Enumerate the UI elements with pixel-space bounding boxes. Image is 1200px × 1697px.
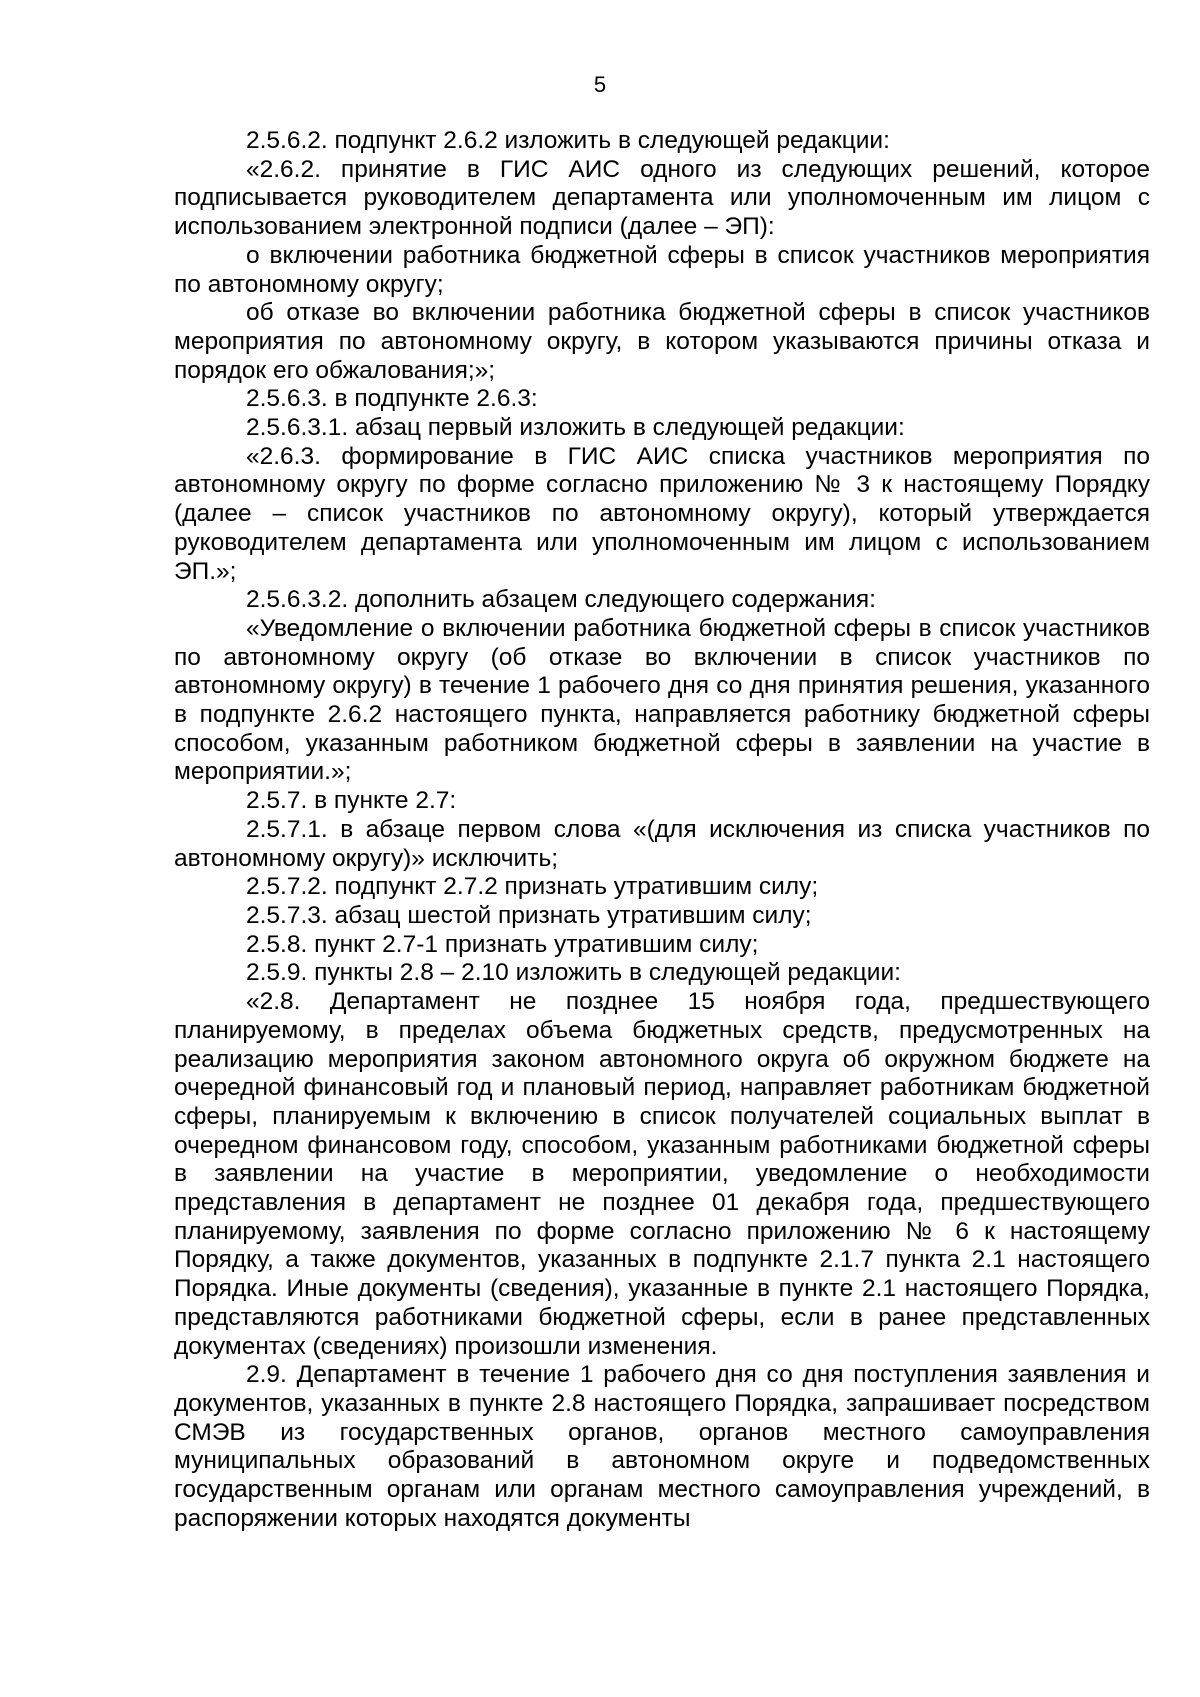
paragraph: 2.5.7.3. абзац шестой признать утратившим силу; [246, 901, 812, 929]
page-number: 5 [593, 72, 607, 97]
paragraph: 2.5.6.3. в подпункте 2.6.3: [246, 385, 538, 413]
paragraph: 2.5.6.2. подпункт 2.6.2 изложить в следующей редакции: [246, 127, 890, 154]
paragraph: об отказе во включении работника бюджетной сферы в список участников мероприятия по автономному округу, в котором указываются причины отказа и порядок его обжалования;»; [174, 299, 1150, 384]
paragraph: о включении работника бюджетной сферы в список участников мероприятия по автономному округу; [174, 241, 1150, 298]
paragraph: 2.5.9. пункты 2.8 – 2.10 изложить в следующей редакции: [246, 959, 901, 987]
paragraph: «2.6.3. формирование в ГИС АИС списка участников мероприятия по автономному округу по форме согласно приложению № 3 к настоящему Порядку (далее – список участников по автономному округу), который утверждается руководителем департамента или уполномоченным им лицом с использованием ЭП.»; [174, 442, 1150, 585]
paragraph: 2.5.7. в пункте 2.7: [246, 787, 457, 815]
document-body [174, 127, 1150, 1533]
paragraph: 2.5.7.2. подпункт 2.7.2 признать утратившим силу; [246, 873, 819, 901]
paragraph: «2.8. Департамент не позднее 15 ноября года, предшествующего планируемому, в пределах объема бюджетных средств, предусмотренных на реализацию мероприятия законом автономного округа об окружном бюджете на очередной финансовый год и плановый период, направляет работникам бюджетной сферы, планируемым к включению в список получателей социальных выплат в очередном финансовом году, способом, указанным работниками бюджетной сферы в заявлении на участие в мероприятии, уведомление о необходимости представления в департамент не позднее 01 декабря года, предшествующего планируемому, заявления по форме согласно приложению № 6 к настоящему Порядку, а также документов, указанных в подпункте 2.1.7 пункта 2.1 настоящего Порядка. Иные документы (сведения), указанные в пункте 2.1 настоящего Порядка, представляются работниками бюджетной сферы, если в ранее представленных документах (сведениях) произошли изменения. [174, 988, 1150, 1360]
paragraph: 2.9. Департамент в течение 1 рабочего дня со дня поступления заявления и документов, указанных в пункте 2.8 настоящего Порядка, запрашивает посредством СМЭВ из государственных органов, органов местного самоуправления муниципальных образований в автономном округе и подведомственных государственным органам или органам местного самоуправления учреждений, в распоряжении которых находятся документы [174, 1361, 1150, 1532]
paragraph: «2.6.2. принятие в ГИС АИС одного из следующих решений, которое подписывается руководителем департамента или уполномоченным им лицом с использованием электронной подписи (далее – ЭП): [174, 155, 1150, 241]
paragraph: 2.5.6.3.2. дополнить абзацем следующего содержания: [246, 586, 876, 614]
paragraph: 2.5.8. пункт 2.7-1 признать утратившим силу; [246, 930, 759, 958]
paragraph: 2.5.7.1. в абзаце первом слова «(для исключения из списка участников по автономному округу)» исключить; [174, 815, 1150, 872]
paragraph: «Уведомление о включении работника бюджетной сферы в список участников по автономному округу (об отказе во включении в список участников по автономному округу) в течение 1 рабочего дня со дня принятия решения, указанного в подпункте 2.6.2 настоящего пункта, направляется работнику бюджетной сферы способом, указанным работником бюджетной сферы в заявлении на участие в мероприятии.»; [174, 614, 1150, 786]
paragraph: 2.5.6.3.1. абзац первый изложить в следующей редакции: [246, 414, 905, 442]
